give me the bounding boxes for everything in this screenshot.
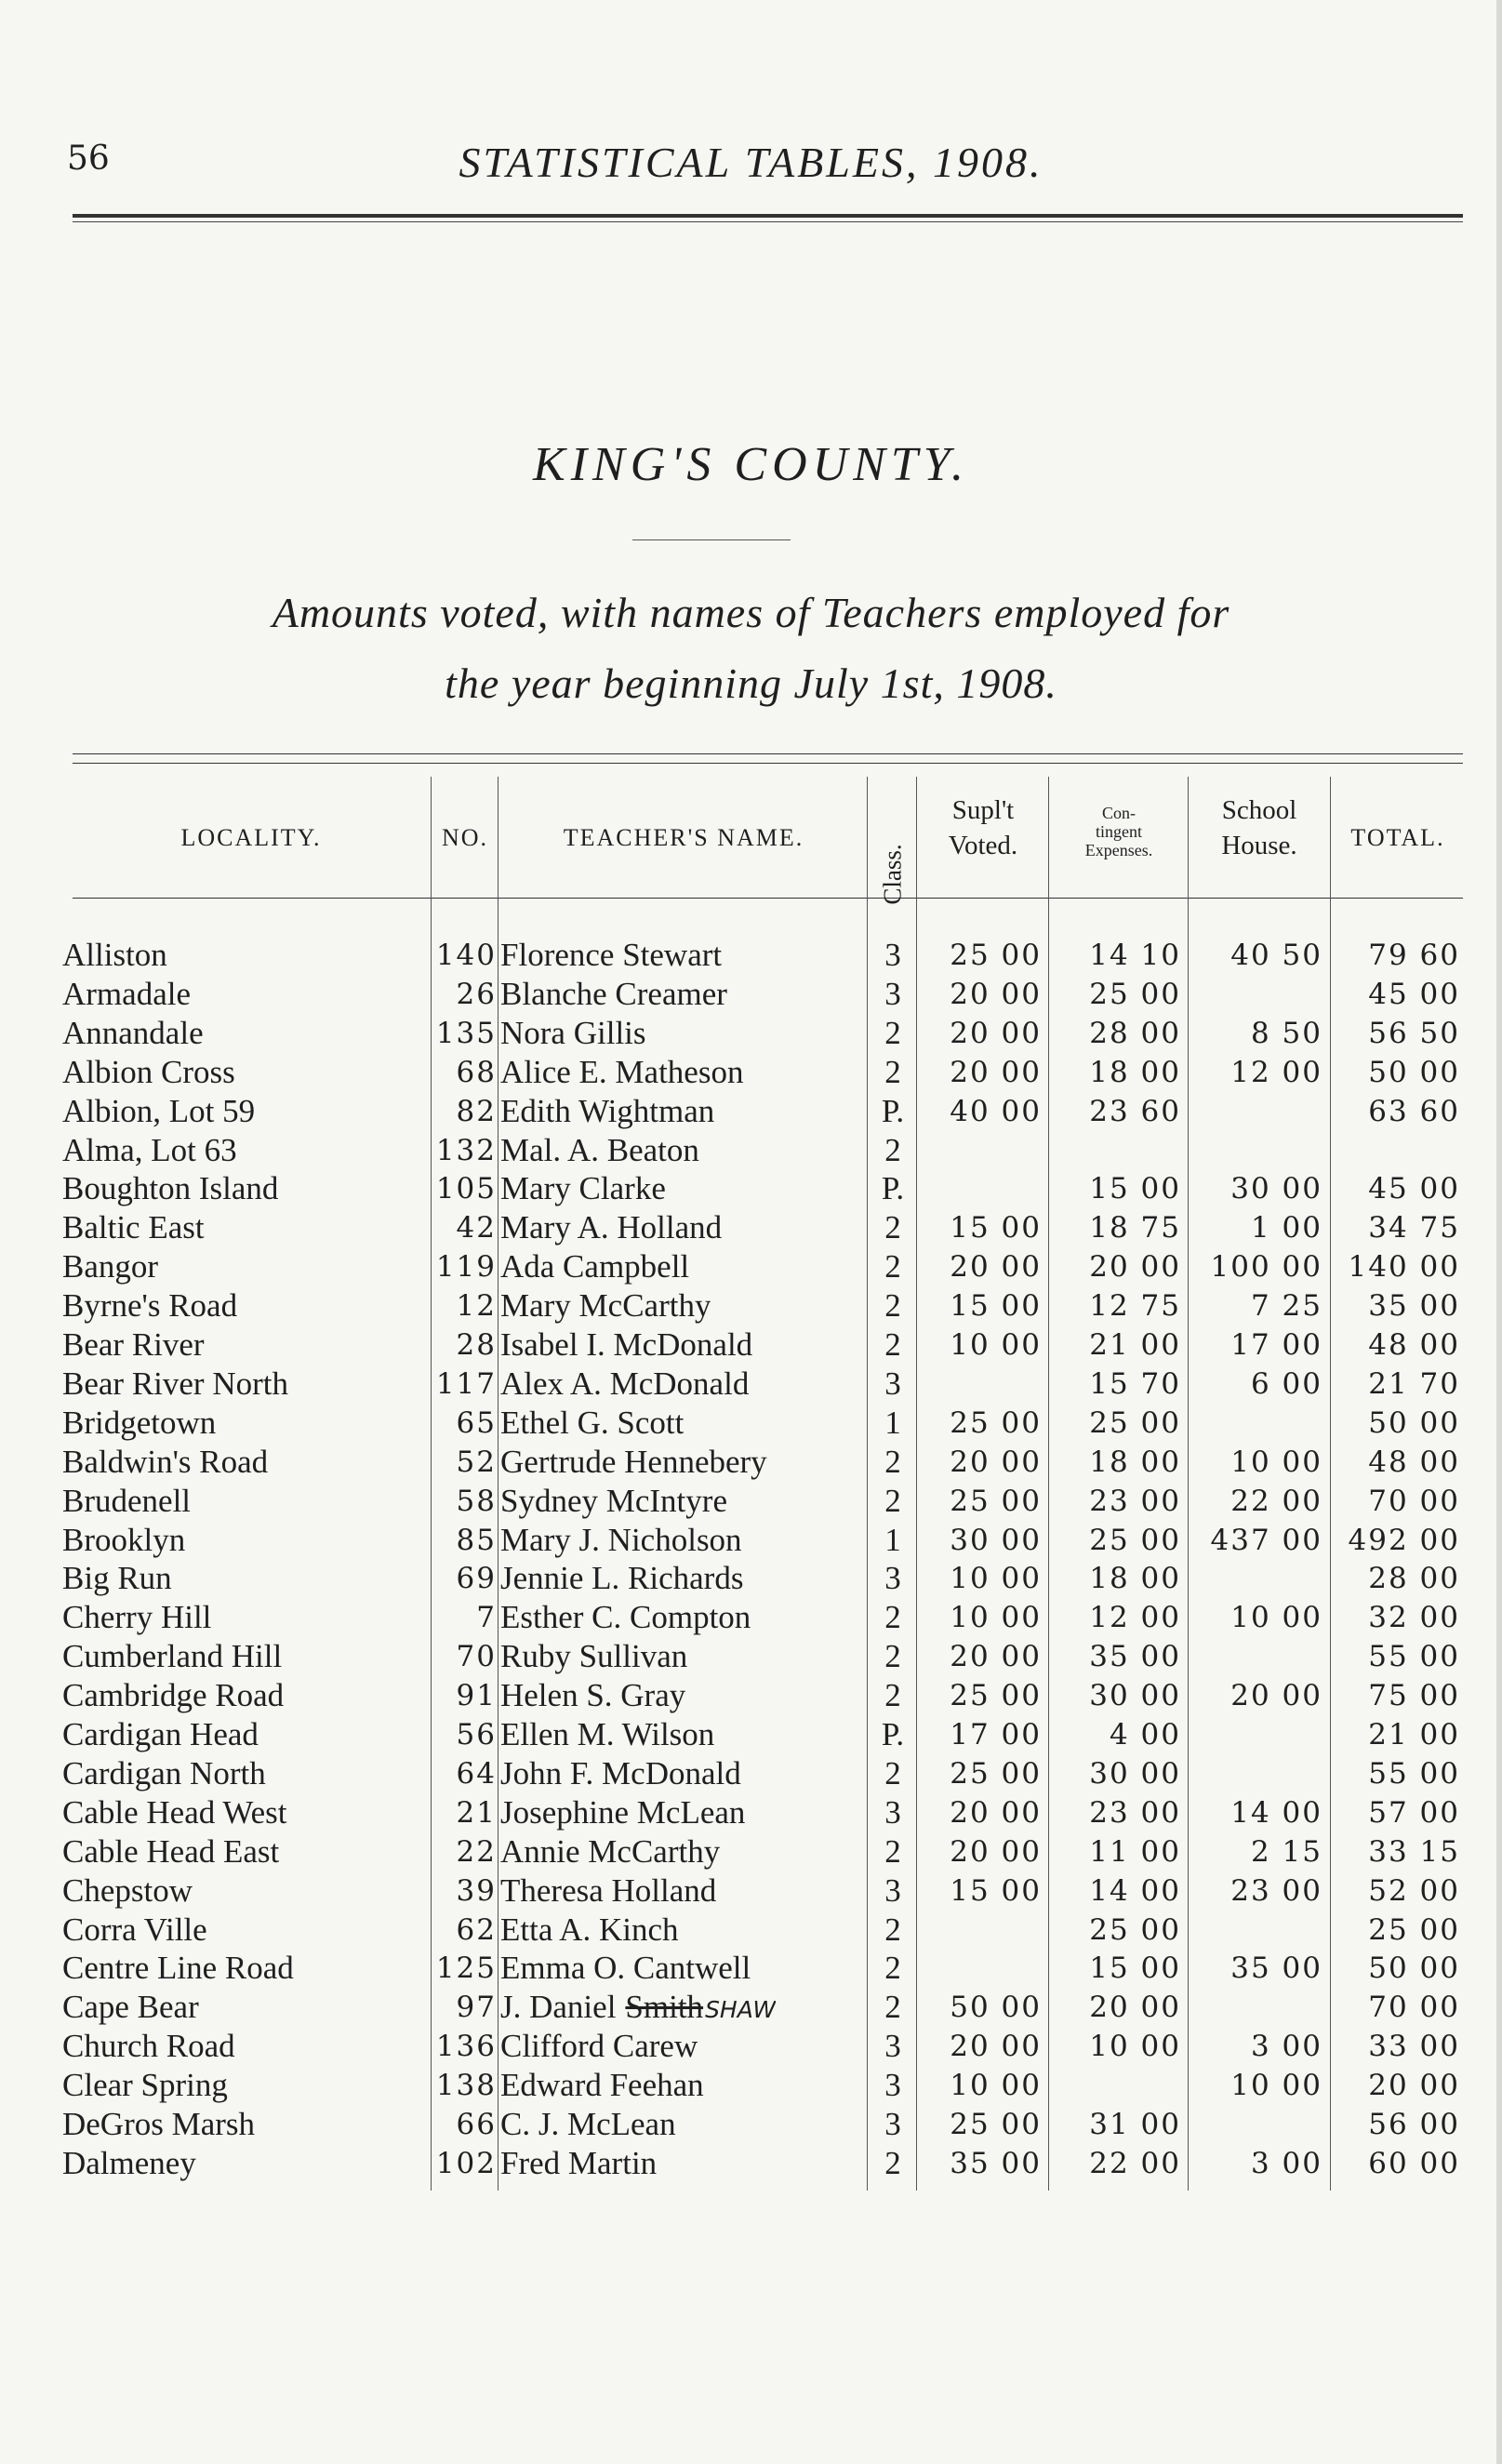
cell-teacher: Ruby Sullivan bbox=[500, 1638, 688, 1675]
cell-school-house: 3 00 bbox=[1250, 2146, 1323, 2180]
cell-contingent: 10 00 bbox=[1089, 2030, 1181, 2064]
cell-teacher: Ethel G. Scott bbox=[500, 1404, 685, 1441]
cell-locality: Cherry Hill bbox=[62, 1599, 212, 1636]
cell-teacher: Etta A. Kinch bbox=[500, 1911, 679, 1948]
table-row bbox=[0, 2105, 1502, 2144]
cell-school-house: 6 00 bbox=[1250, 1366, 1323, 1401]
cell-supl-voted: 30 00 bbox=[950, 1523, 1042, 1557]
cell-class: 2 bbox=[884, 1053, 901, 1090]
header-rule-thick bbox=[73, 214, 1463, 218]
column-header-school-line2: House. bbox=[1221, 831, 1297, 860]
cell-locality: Byrne's Road bbox=[62, 1287, 238, 1325]
table-row bbox=[0, 1404, 1502, 1443]
cell-teacher: Ellen M. Wilson bbox=[500, 1716, 715, 1752]
cell-supl-voted: 35 00 bbox=[950, 2146, 1042, 2180]
column-header-supl-line2: Voted. bbox=[948, 831, 1018, 860]
cell-locality: Baltic East bbox=[62, 1209, 205, 1246]
cell-locality: Alma, Lot 63 bbox=[62, 1131, 237, 1168]
cell-no: 85 bbox=[456, 1523, 497, 1557]
cell-school-house: 1 00 bbox=[1250, 1211, 1323, 1245]
cell-contingent: 18 00 bbox=[1089, 1562, 1181, 1596]
cell-no: 56 bbox=[456, 1718, 497, 1751]
cell-total: 25 00 bbox=[1368, 1912, 1460, 1947]
column-header-locality: LOCALITY. bbox=[180, 824, 322, 851]
column-header-no: NO. bbox=[441, 824, 489, 851]
cell-class: 2 bbox=[884, 1677, 901, 1714]
table-row bbox=[0, 1169, 1502, 1208]
cell-contingent: 20 00 bbox=[1089, 1250, 1181, 1285]
cell-supl-voted: 10 00 bbox=[950, 2069, 1042, 2103]
cell-contingent: 23 60 bbox=[1089, 1094, 1181, 1128]
cell-locality: Cardigan North bbox=[62, 1754, 266, 1791]
cell-total: 55 00 bbox=[1368, 1640, 1460, 1674]
cell-total: 50 00 bbox=[1368, 1055, 1460, 1089]
cell-contingent: 14 10 bbox=[1089, 939, 1181, 972]
cell-school-house: 100 00 bbox=[1210, 1250, 1323, 1285]
column-header-cont-line1: Con- bbox=[1102, 804, 1136, 822]
cell-teacher: Blanche Creamer bbox=[500, 975, 727, 1012]
cell-total: 45 00 bbox=[1368, 977, 1460, 1011]
cell-class: 3 bbox=[884, 937, 901, 973]
cell-school-house: 23 00 bbox=[1230, 1873, 1323, 1908]
cell-total: 75 00 bbox=[1368, 1679, 1460, 1713]
cell-total: 70 00 bbox=[1368, 1484, 1460, 1518]
cell-total: 70 00 bbox=[1368, 1991, 1460, 2025]
cell-supl-voted: 10 00 bbox=[950, 1601, 1042, 1635]
cell-contingent: 25 00 bbox=[1089, 1912, 1181, 1947]
cell-class: 3 bbox=[884, 2028, 901, 2065]
cell-contingent: 31 00 bbox=[1089, 2108, 1181, 2141]
cell-no: 91 bbox=[456, 1679, 497, 1713]
cell-teacher: Annie McCarthy bbox=[500, 1832, 721, 1870]
cell-no: 97 bbox=[456, 1991, 497, 2025]
table-row bbox=[0, 1014, 1502, 1053]
cell-teacher: Ada Campbell bbox=[500, 1248, 690, 1285]
cell-school-house: 10 00 bbox=[1230, 2069, 1323, 2103]
cell-no: 21 bbox=[456, 1795, 497, 1830]
cell-locality: Bear River North bbox=[62, 1365, 288, 1402]
column-header-school-line1: School bbox=[1221, 795, 1297, 825]
cell-teacher: Helen S. Gray bbox=[500, 1677, 686, 1714]
cell-school-house: 437 00 bbox=[1210, 1523, 1323, 1557]
table-row bbox=[0, 1325, 1502, 1365]
handwritten-correction: SHAW bbox=[705, 1996, 777, 2024]
cell-no: 26 bbox=[456, 977, 497, 1011]
cell-teacher: Mal. A. Beaton bbox=[500, 1131, 699, 1168]
cell-school-house: 2 15 bbox=[1250, 1834, 1323, 1869]
cell-class: 2 bbox=[884, 1638, 901, 1675]
table-row bbox=[0, 1832, 1502, 1871]
cell-supl-voted: 25 00 bbox=[950, 1679, 1042, 1713]
cell-school-house: 3 00 bbox=[1250, 2030, 1323, 2064]
cell-locality: Alliston bbox=[62, 937, 167, 973]
cell-school-house: 14 00 bbox=[1230, 1795, 1323, 1830]
cell-contingent: 12 00 bbox=[1089, 1601, 1181, 1635]
cell-contingent: 25 00 bbox=[1089, 977, 1181, 1011]
cell-locality: Armadale bbox=[62, 975, 191, 1012]
column-header-cont-line3: Expenses. bbox=[1084, 841, 1153, 859]
table-row bbox=[0, 1286, 1502, 1325]
cell-class: P. bbox=[881, 1170, 905, 1207]
table-row bbox=[0, 1949, 1502, 1988]
cell-no: 64 bbox=[456, 1756, 497, 1791]
table-row bbox=[0, 2066, 1502, 2105]
cell-class: 3 bbox=[884, 1871, 901, 1909]
cell-no: 62 bbox=[456, 1912, 497, 1947]
cell-supl-voted: 20 00 bbox=[950, 2030, 1042, 2064]
cell-school-house: 35 00 bbox=[1230, 1951, 1323, 1986]
cell-supl-voted: 17 00 bbox=[950, 1718, 1042, 1751]
cell-contingent: 18 75 bbox=[1089, 1211, 1181, 1245]
cell-class: 2 bbox=[884, 1989, 901, 2026]
cell-no: 39 bbox=[456, 1873, 497, 1908]
cell-class: 2 bbox=[884, 1482, 901, 1519]
table-top-rule-inner bbox=[73, 763, 1463, 764]
cell-teacher: Clifford Carew bbox=[500, 2028, 698, 2065]
table-row bbox=[0, 1247, 1502, 1286]
cell-class: 3 bbox=[884, 1560, 901, 1597]
cell-teacher: Mary McCarthy bbox=[500, 1287, 711, 1325]
cell-total: 35 00 bbox=[1368, 1289, 1460, 1324]
cell-total: 33 15 bbox=[1368, 1834, 1460, 1869]
cell-no: 105 bbox=[435, 1172, 497, 1206]
cell-supl-voted: 10 00 bbox=[950, 1328, 1042, 1362]
cell-contingent: 20 00 bbox=[1089, 1991, 1181, 2025]
cell-no: 7 bbox=[476, 1601, 497, 1635]
cell-contingent: 15 00 bbox=[1089, 1951, 1181, 1986]
table-row bbox=[0, 1559, 1502, 1598]
cell-teacher: Alice E. Matheson bbox=[500, 1053, 744, 1090]
cell-teacher: Alex A. McDonald bbox=[500, 1365, 750, 1402]
cell-class: 2 bbox=[884, 1754, 901, 1791]
cell-no: 125 bbox=[435, 1951, 497, 1986]
cell-class: 2 bbox=[884, 1248, 901, 1285]
cell-teacher: Fred Martin bbox=[500, 2144, 658, 2181]
cell-class: 2 bbox=[884, 1832, 901, 1870]
table-row bbox=[0, 2144, 1502, 2183]
cell-teacher: Edward Feehan bbox=[500, 2067, 704, 2104]
cell-no: 132 bbox=[435, 1133, 497, 1167]
cell-teacher: Theresa Holland bbox=[500, 1871, 717, 1909]
table-row bbox=[0, 1754, 1502, 1793]
cell-contingent: 35 00 bbox=[1089, 1640, 1181, 1674]
cell-locality: Bear River bbox=[62, 1326, 205, 1363]
cell-teacher: Esther C. Compton bbox=[500, 1599, 751, 1636]
cell-total: 60 00 bbox=[1368, 2146, 1460, 2180]
cell-supl-voted: 10 00 bbox=[950, 1562, 1042, 1596]
cell-total: 34 75 bbox=[1368, 1211, 1460, 1245]
cell-locality: Big Run bbox=[62, 1560, 172, 1597]
cell-teacher: Jennie L. Richards bbox=[500, 1560, 744, 1597]
cell-total: 79 60 bbox=[1368, 939, 1460, 972]
cell-contingent: 4 00 bbox=[1109, 1718, 1181, 1751]
table-row bbox=[0, 2027, 1502, 2066]
cell-locality: Cable Head West bbox=[62, 1793, 287, 1831]
cell-locality: Baldwin's Road bbox=[62, 1443, 269, 1480]
cell-contingent: 28 00 bbox=[1089, 1016, 1181, 1050]
cell-supl-voted: 40 00 bbox=[950, 1094, 1042, 1128]
table-row bbox=[0, 1053, 1502, 1092]
cell-total: 56 00 bbox=[1368, 2108, 1460, 2141]
cell-class: 1 bbox=[884, 1521, 901, 1558]
cell-total: 50 00 bbox=[1368, 1405, 1460, 1440]
cell-locality: Church Road bbox=[62, 2028, 235, 2065]
cell-class: P. bbox=[881, 1716, 905, 1752]
table-row bbox=[0, 1988, 1502, 2027]
cell-school-house: 40 50 bbox=[1230, 939, 1323, 972]
cell-no: 119 bbox=[435, 1250, 497, 1285]
cell-total: 63 60 bbox=[1368, 1094, 1460, 1128]
table-row bbox=[0, 1131, 1502, 1170]
cell-locality: Chepstow bbox=[62, 1871, 193, 1909]
cell-class: 3 bbox=[884, 1365, 901, 1402]
cell-school-house: 12 00 bbox=[1230, 1055, 1323, 1089]
cell-locality: Cardigan Head bbox=[62, 1716, 259, 1752]
cell-class: 2 bbox=[884, 1014, 901, 1051]
table-row bbox=[0, 1871, 1502, 1911]
cell-no: 52 bbox=[456, 1445, 497, 1479]
column-header-cont-line2: tingent bbox=[1096, 822, 1142, 841]
table-row bbox=[0, 1598, 1502, 1637]
column-header-supl-line1: Supl't bbox=[951, 795, 1015, 825]
cell-no: 69 bbox=[456, 1562, 497, 1596]
cell-supl-voted: 20 00 bbox=[950, 1795, 1042, 1830]
cell-supl-voted: 25 00 bbox=[950, 2108, 1042, 2141]
cell-supl-voted: 20 00 bbox=[950, 977, 1042, 1011]
cell-total: 55 00 bbox=[1368, 1756, 1460, 1791]
column-header-contingent bbox=[1051, 804, 1187, 859]
table-row bbox=[0, 936, 1502, 975]
cell-teacher: Florence Stewart bbox=[500, 937, 723, 973]
cell-teacher: Mary J. Nicholson bbox=[500, 1521, 742, 1558]
cell-locality: Centre Line Road bbox=[62, 1950, 294, 1987]
cell-teacher: Nora Gillis bbox=[500, 1014, 646, 1051]
cell-class: 3 bbox=[884, 1793, 901, 1831]
cell-school-house: 22 00 bbox=[1230, 1484, 1323, 1518]
table-top-rule bbox=[73, 753, 1463, 754]
cell-locality: Brudenell bbox=[62, 1482, 192, 1519]
cell-class: 2 bbox=[884, 1287, 901, 1325]
cell-teacher: Mary A. Holland bbox=[500, 1209, 723, 1246]
cell-contingent: 18 00 bbox=[1089, 1445, 1181, 1479]
cell-contingent: 23 00 bbox=[1089, 1795, 1181, 1830]
cell-supl-voted: 25 00 bbox=[950, 1756, 1042, 1791]
cell-supl-voted: 15 00 bbox=[950, 1289, 1042, 1324]
table-row bbox=[0, 1793, 1502, 1832]
cell-contingent: 21 00 bbox=[1089, 1328, 1181, 1362]
cell-total: 57 00 bbox=[1368, 1795, 1460, 1830]
table-row bbox=[0, 1911, 1502, 1950]
column-header-class: Class. bbox=[878, 844, 907, 905]
table-row bbox=[0, 1482, 1502, 1521]
cell-school-house: 7 25 bbox=[1250, 1289, 1323, 1324]
cell-no: 22 bbox=[456, 1834, 497, 1869]
cell-school-house: 10 00 bbox=[1230, 1445, 1323, 1479]
cell-school-house: 8 50 bbox=[1250, 1016, 1323, 1050]
cell-locality: DeGros Marsh bbox=[62, 2106, 256, 2142]
cell-school-house: 17 00 bbox=[1230, 1328, 1323, 1362]
cell-no: 70 bbox=[456, 1640, 497, 1674]
cell-contingent: 30 00 bbox=[1089, 1679, 1181, 1713]
cell-teacher: Isabel I. McDonald bbox=[500, 1326, 753, 1363]
cell-contingent: 22 00 bbox=[1089, 2146, 1181, 2180]
column-header-total: TOTAL. bbox=[1350, 824, 1445, 851]
header-rule-thin bbox=[73, 221, 1463, 222]
cell-contingent: 25 00 bbox=[1089, 1405, 1181, 1440]
cell-supl-voted: 20 00 bbox=[950, 1250, 1042, 1285]
cell-no: 65 bbox=[456, 1405, 497, 1440]
table-row bbox=[0, 1365, 1502, 1404]
cell-teacher: Gertrude Hennebery bbox=[500, 1443, 767, 1480]
page-number: 56 bbox=[67, 140, 110, 178]
cell-locality: Albion, Lot 59 bbox=[62, 1092, 256, 1129]
column-header-supl bbox=[919, 792, 1047, 863]
cell-no: 42 bbox=[456, 1211, 497, 1245]
cell-no: 140 bbox=[435, 939, 497, 972]
cell-no: 117 bbox=[435, 1366, 497, 1401]
cell-total: 56 50 bbox=[1368, 1016, 1460, 1050]
table-row bbox=[0, 1443, 1502, 1482]
cell-supl-voted: 20 00 bbox=[950, 1055, 1042, 1089]
cell-supl-voted: 20 00 bbox=[950, 1016, 1042, 1050]
cell-total: 140 00 bbox=[1348, 1250, 1460, 1285]
subtitle-line-2: the year beginning July 1st, 1908. bbox=[445, 659, 1057, 707]
cell-supl-voted: 20 00 bbox=[950, 1640, 1042, 1674]
cell-contingent: 25 00 bbox=[1089, 1523, 1181, 1557]
column-header-school bbox=[1190, 792, 1328, 863]
table-row bbox=[0, 1676, 1502, 1715]
teacher-name: J. Daniel bbox=[500, 1989, 617, 2026]
cell-supl-voted: 20 00 bbox=[950, 1834, 1042, 1869]
cell-locality: Clear Spring bbox=[62, 2067, 228, 2104]
cell-locality: Albion Cross bbox=[62, 1053, 235, 1090]
cell-total: 48 00 bbox=[1368, 1328, 1460, 1362]
county-title: KING'S COUNTY. bbox=[533, 438, 969, 491]
cell-teacher: Sydney McIntyre bbox=[500, 1482, 727, 1519]
cell-contingent: 14 00 bbox=[1089, 1873, 1181, 1908]
cell-teacher: C. J. McLean bbox=[500, 2106, 676, 2142]
cell-class: 2 bbox=[884, 1599, 901, 1636]
table-row bbox=[0, 1637, 1502, 1676]
cell-total: 28 00 bbox=[1368, 1562, 1460, 1596]
cell-teacher: Mary Clarke bbox=[500, 1170, 666, 1207]
cell-locality: Dalmeney bbox=[62, 2144, 196, 2181]
cell-teacher: Josephine McLean bbox=[500, 1793, 746, 1831]
cell-no: 82 bbox=[456, 1094, 497, 1128]
cell-locality: Cumberland Hill bbox=[62, 1638, 283, 1675]
cell-class: 2 bbox=[884, 1326, 901, 1363]
cell-no: 136 bbox=[435, 2030, 497, 2064]
cell-no: 66 bbox=[456, 2108, 497, 2141]
cell-class: 3 bbox=[884, 975, 901, 1012]
cell-total: 45 00 bbox=[1368, 1172, 1460, 1206]
cell-total: 32 00 bbox=[1368, 1601, 1460, 1635]
cell-total: 50 00 bbox=[1368, 1951, 1460, 1986]
cell-teacher: Edith Wightman bbox=[500, 1092, 715, 1129]
cell-teacher: Emma O. Cantwell bbox=[500, 1950, 751, 1987]
cell-class: P. bbox=[881, 1092, 905, 1129]
cell-total: 52 00 bbox=[1368, 1873, 1460, 1908]
cell-contingent: 11 00 bbox=[1089, 1834, 1181, 1869]
cell-total: 20 00 bbox=[1368, 2069, 1460, 2103]
cell-no: 138 bbox=[435, 2069, 497, 2103]
cell-locality: Cape Bear bbox=[62, 1989, 199, 2026]
cell-teacher bbox=[500, 1988, 776, 2030]
cell-contingent: 18 00 bbox=[1089, 1055, 1181, 1089]
subtitle-line-1: Amounts voted, with names of Teachers employed for bbox=[272, 589, 1230, 636]
cell-locality: Cable Head East bbox=[62, 1832, 280, 1870]
cell-no: 28 bbox=[456, 1328, 497, 1362]
cell-locality: Cambridge Road bbox=[62, 1677, 285, 1714]
cell-contingent: 12 75 bbox=[1089, 1289, 1181, 1324]
cell-supl-voted: 50 00 bbox=[950, 1991, 1042, 2025]
cell-supl-voted: 25 00 bbox=[950, 939, 1042, 972]
cell-total: 33 00 bbox=[1368, 2030, 1460, 2064]
cell-supl-voted: 15 00 bbox=[950, 1211, 1042, 1245]
cell-class: 2 bbox=[884, 1209, 901, 1246]
cell-total: 48 00 bbox=[1368, 1445, 1460, 1479]
cell-contingent: 15 00 bbox=[1089, 1172, 1181, 1206]
table-row bbox=[0, 1092, 1502, 1131]
cell-locality: Boughton Island bbox=[62, 1170, 279, 1207]
cell-class: 2 bbox=[884, 2144, 901, 2181]
table-header-rule bbox=[73, 898, 1463, 899]
cell-school-house: 20 00 bbox=[1230, 1679, 1323, 1713]
cell-locality: Bridgetown bbox=[62, 1404, 217, 1441]
cell-total: 21 70 bbox=[1368, 1366, 1460, 1401]
cell-class: 3 bbox=[884, 2106, 901, 2142]
cell-no: 135 bbox=[435, 1016, 497, 1050]
column-header-teacher: TEACHER'S NAME. bbox=[563, 824, 804, 851]
cell-supl-voted: 25 00 bbox=[950, 1405, 1042, 1440]
cell-no: 58 bbox=[456, 1484, 497, 1518]
running-title: STATISTICAL TABLES, 1908. bbox=[459, 139, 1043, 186]
cell-supl-voted: 25 00 bbox=[950, 1484, 1042, 1518]
cell-teacher: John F. McDonald bbox=[500, 1754, 741, 1791]
title-divider bbox=[632, 539, 791, 540]
cell-locality: Bangor bbox=[62, 1248, 159, 1285]
table-row bbox=[0, 1521, 1502, 1560]
cell-contingent: 15 70 bbox=[1089, 1366, 1181, 1401]
table-row bbox=[0, 1208, 1502, 1247]
cell-supl-voted: 15 00 bbox=[950, 1873, 1042, 1908]
cell-class: 2 bbox=[884, 1911, 901, 1948]
cell-school-house: 10 00 bbox=[1230, 1601, 1323, 1635]
struck-surname: Smith bbox=[625, 1989, 704, 2026]
cell-class: 2 bbox=[884, 1950, 901, 1987]
cell-no: 12 bbox=[456, 1289, 497, 1324]
cell-no: 102 bbox=[435, 2146, 497, 2180]
cell-locality: Corra Ville bbox=[62, 1911, 207, 1948]
cell-total: 492 00 bbox=[1348, 1523, 1460, 1557]
cell-class: 1 bbox=[884, 1404, 901, 1441]
table-row bbox=[0, 975, 1502, 1014]
cell-class: 2 bbox=[884, 1443, 901, 1480]
cell-school-house: 30 00 bbox=[1230, 1172, 1323, 1206]
cell-locality: Brooklyn bbox=[62, 1521, 186, 1558]
cell-locality: Annandale bbox=[62, 1014, 204, 1051]
cell-class: 3 bbox=[884, 2067, 901, 2104]
table-row bbox=[0, 1715, 1502, 1754]
cell-total: 21 00 bbox=[1368, 1718, 1460, 1751]
cell-no: 68 bbox=[456, 1055, 497, 1089]
cell-contingent: 30 00 bbox=[1089, 1756, 1181, 1791]
cell-class: 2 bbox=[884, 1131, 901, 1168]
cell-contingent: 23 00 bbox=[1089, 1484, 1181, 1518]
cell-supl-voted: 20 00 bbox=[950, 1445, 1042, 1479]
